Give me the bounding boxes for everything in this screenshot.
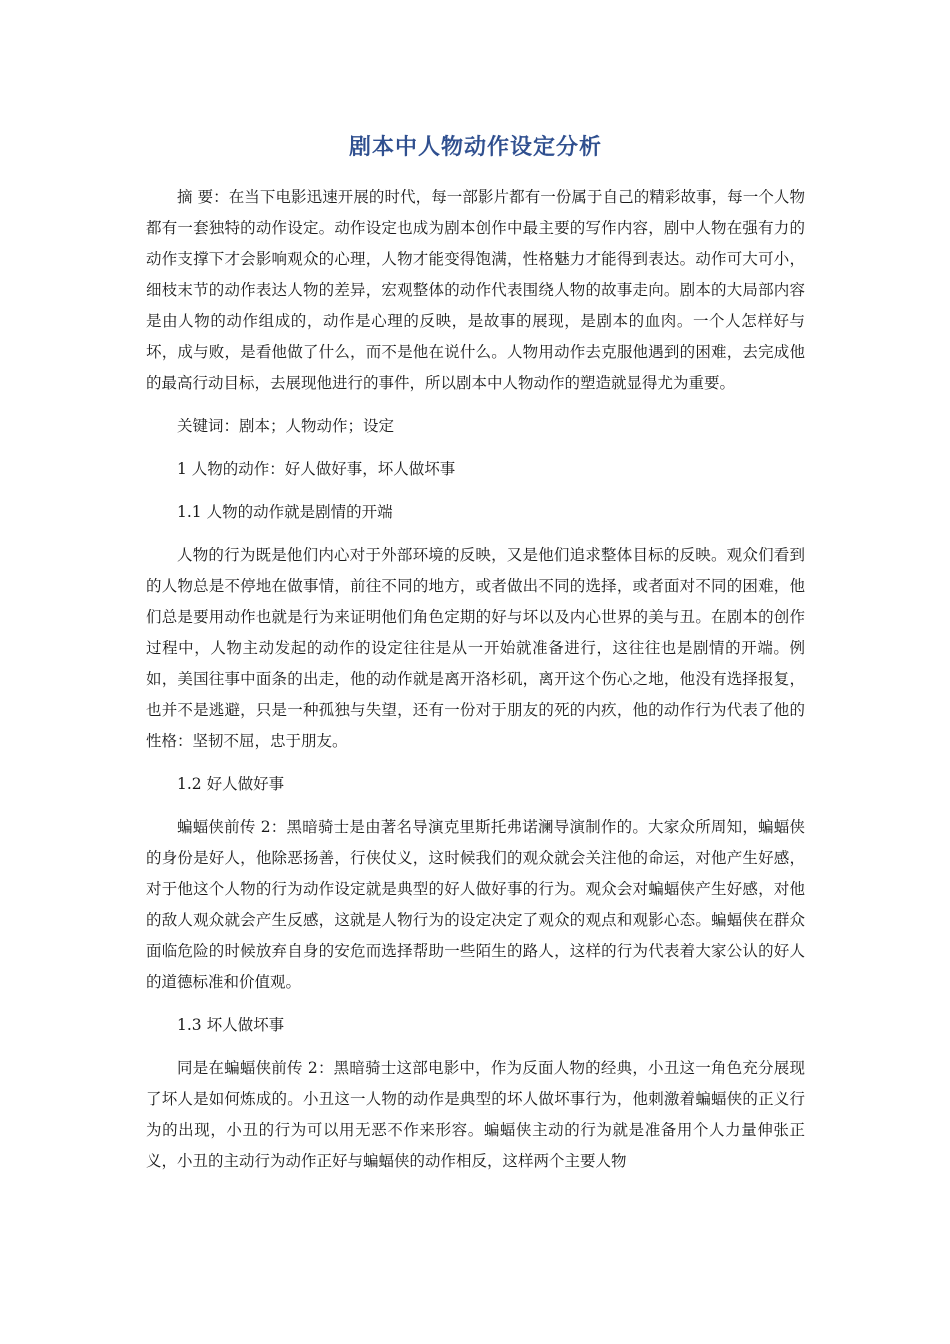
section-1-1-heading: 1.1 人物的动作就是剧情的开端 xyxy=(177,503,393,521)
document-title: 剧本中人物动作设定分析 xyxy=(348,135,602,160)
keywords-line: 关键词：剧本；人物动作；设定 xyxy=(177,417,395,435)
section-1-2-heading: 1.2 好人做好事 xyxy=(177,775,285,793)
section-1-2-paragraph: 蝙蝠侠前传 2：黑暗骑士是由著名导演克里斯托弗诺澜导演制作的。大家众所周知，蝙蝠侠的身份是好人，他除恶扬善，行侠仗义，这时候我们的观众就会关注他的命运，对他产生好感，对于他这个人物的行为动作设定就是典型的好人做好事的行为。观众会对蝙蝠侠产生好感，对他的敌人观众就会产生反感，这就是人物行为的设定决定了观众的观点和观影心态。蝙蝠侠在群众面临危险的时候放弃自身的安危而选择帮助一些陌生的路人，这样的行为代表着大家公认的好人的道德标准和价值观。 xyxy=(146,818,805,991)
section-1-3-paragraph: 同是在蝙蝠侠前传 2：黑暗骑士这部电影中，作为反面人物的经典，小丑这一角色充分展现了坏人是如何炼成的。小丑这一人物的动作是典型的坏人做坏事行为，他刺激着蝙蝠侠的正义行为的出现，小丑的行为可以用无恶不作来形容。蝙蝠侠主动的行为就是准备用个人力量伸张正义，小丑的主动行为动作正好与蝙蝠侠的动作相反，这样两个主要人物 xyxy=(146,1059,805,1170)
section-1-3-heading: 1.3 坏人做坏事 xyxy=(177,1016,285,1034)
abstract-paragraph: 摘 要：在当下电影迅速开展的时代，每一部影片都有一份属于自己的精彩故事，每一个人物都有一套独特的动作设定。动作设定也成为剧本创作中最主要的写作内容，剧中人物在强有力的动作支撑下才会影响观众的心理，人物才能变得饱满，性格魅力才能得到表达。动作可大可小，细枝末节的动作表达人物的差异，宏观整体的动作代表围绕人物的故事走向。剧本的大局部内容是由人物的动作组成的，动作是心理的反映，是故事的展现，是剧本的血肉。一个人怎样好与坏，成与败，是看他做了什么，而不是他在说什么。人物用动作去克服他遇到的困难，去完成他的最高行动目标，去展现他进行的事件，所以剧本中人物动作的塑造就显得尤为重要。 xyxy=(146,188,805,392)
document-content xyxy=(146,128,805,1177)
section-1-1-paragraph: 人物的行为既是他们内心对于外部环境的反映，又是他们追求整体目标的反映。观众们看到的人物总是不停地在做事情，前往不同的地方，或者做出不同的选择，或者面对不同的困难，他们总是要用动作也就是行为来证明他们角色定期的好与坏以及内心世界的美与丑。在剧本的创作过程中，人物主动发起的动作的设定往往是从一开始就准备进行，这往往也是剧情的开端。例如，美国往事中面条的出走，他的动作就是离开洛杉矶，离开这个伤心之地，他没有选择报复，也并不是逃避，只是一种孤独与失望，还有一份对于朋友的死的内疚，他的动作行为代表了他的性格：坚韧不屈，忠于朋友。 xyxy=(146,546,805,750)
section-1-heading: 1 人物的动作：好人做好事，坏人做坏事 xyxy=(177,460,456,478)
